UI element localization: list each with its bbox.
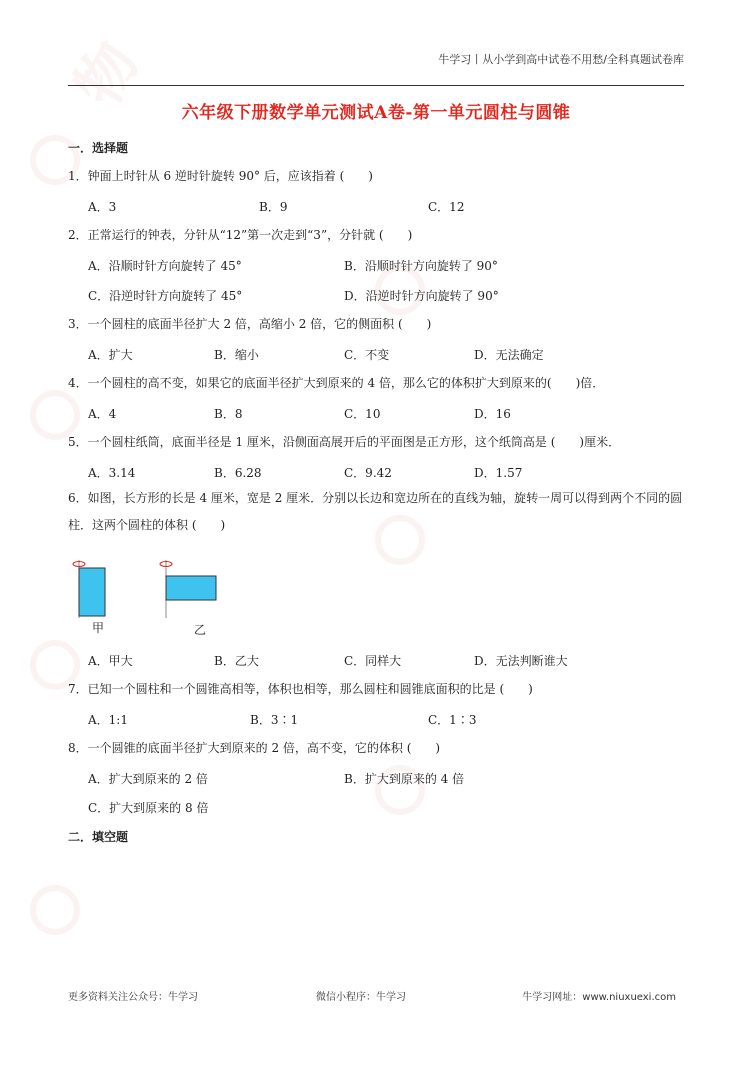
section-fill-heading: 二．填空题 [68,830,129,844]
question-3: 3．一个圆柱的底面半径扩大 2 倍，高缩小 2 倍，它的侧面积 ( ) [68,317,432,331]
q8-option-a: A．扩大到原来的 2 倍 [88,772,208,786]
header-text: 牛学习丨从小学到高中试卷不用愁/全科真题试卷库 [438,53,684,66]
q5-option-b: B．6.28 [214,466,262,480]
q3-option-b: B．缩小 [214,348,259,362]
question-4: 4．一个圆柱的高不变，如果它的底面半径扩大到原来的 4 倍，那么它的体积扩大到原来的( )倍． [68,376,605,390]
q4-option-a: A．4 [88,407,117,421]
q4-option-d: D．16 [474,407,511,421]
q6-option-b: B．乙大 [214,654,259,668]
q3-option-a: A．扩大 [88,348,133,362]
q5-option-a: A．3.14 [88,466,136,480]
header-divider [68,85,684,86]
q4-option-c: C．10 [344,407,381,421]
q5-option-c: C．9.42 [344,466,392,480]
page-title: 六年级下册数学单元测试A卷-第一单元圆柱与圆锥 [181,103,571,123]
q6-option-d: D．无法判断谁大 [474,654,568,668]
svg-text:物: 物 [62,30,153,118]
q1-option-b: B．9 [259,200,288,214]
figure-label-jia: 甲 [92,621,105,635]
q6-option-c: C．同样大 [344,654,402,668]
q3-option-d: D．无法确定 [474,348,544,362]
q2-option-a: A．沿顺时针方向旋转了 45° [88,259,242,273]
q3-option-c: C．不变 [344,348,390,362]
q2-option-b: B．沿顺时针方向旋转了 90° [344,259,498,273]
footer-website[interactable]: 牛学习网址：www.niuxuexi.com [522,992,676,1003]
q1-option-a: A．3 [88,200,117,214]
question-8: 8．一个圆锥的底面半径扩大到原来的 2 倍，高不变，它的体积 ( ) [68,741,441,755]
question-6: 6．如图，长方形的长是 4 厘米，宽是 2 厘米．分别以长边和宽边所在的直线为轴，旋转一周可以得到两个不同的圆柱．这两个圆柱的体积 ( ) [68,491,683,532]
q4-option-b: B．8 [214,407,243,421]
q8-option-b: B．扩大到原来的 4 倍 [344,772,465,786]
question-5: 5．一个圆柱纸筒，底面半径是 1 厘米，沿侧面高展开后的平面图是正方形，这个纸筒高是 ( )厘米． [68,435,621,449]
q5-option-d: D．1.57 [474,466,523,480]
q7-option-b: B．3∶1 [250,713,299,727]
q1-option-c: C．12 [428,200,465,214]
q7-option-a: A．1:1 [88,713,128,727]
section-choice-heading: 一．选择题 [68,141,129,155]
q2-option-c: C．沿逆时针方向旋转了 45° [88,289,243,303]
q7-option-c: C．1∶3 [428,713,477,727]
q2-option-d: D．沿逆时针方向旋转了 90° [344,289,499,303]
figure-label-yi: 乙 [194,623,207,637]
question-2: 2．正常运行的钟表，分针从“12”第一次走到“3”，分针就 ( ) [68,228,413,242]
question-7: 7．已知一个圆柱和一个圆锥高相等，体积也相等，那么圆柱和圆锥底面积的比是 ( ) [68,682,533,696]
footer-wechat-account: 更多资料关注公众号：牛学习 [68,992,198,1003]
question-1: 1．钟面上时针从 6 逆时针旋转 90° 后，应该指着 ( ) [68,169,373,183]
q6-option-a: A．甲大 [88,654,133,668]
footer-mini-program: 微信小程序：牛学习 [316,992,406,1003]
q8-option-c: C．扩大到原来的 8 倍 [88,801,209,815]
